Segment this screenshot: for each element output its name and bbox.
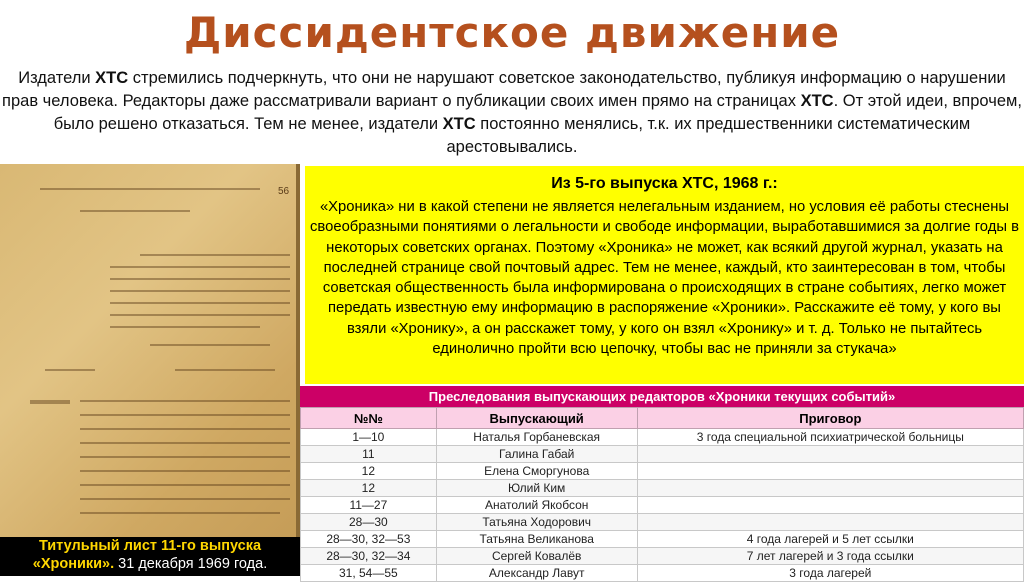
- cell-editor: Наталья Горбаневская: [436, 429, 637, 446]
- quote-text: «Хроника» ни в какой степени не является нелегальным изданием, но условия её работы стеснены своеобразными понятиями о легальности и свободе информации, выработавшимися за долгие годы в некоторых советских органах. Поэтому «Хроника» не может, как всякий другой журнал, указать на последней странице свой почтовый адрес. Тем не менее, каждый, кто заинтересован в том, чтобы советская общественность была информирована о происходящих в стране событиях, легко может передать известную ему информацию в распоряжение «Хроники». Расскажите её тому, у кого вы взяли «Хронику», а он расскажет тому, у кого он взял «Хронику» и т. д. Только не пытайтесь единолично пройти всю цепочку, чтобы вас не приняли за стукача»: [310, 199, 1019, 358]
- cell-issues: 1—10: [301, 429, 437, 446]
- cell-issues: 12: [301, 480, 437, 497]
- typed-line: [80, 400, 290, 402]
- typed-line: [40, 188, 260, 190]
- table-row: [301, 480, 1024, 497]
- typed-line: [110, 326, 260, 328]
- table-row: [301, 565, 1024, 582]
- cell-issues: 28—30: [301, 514, 437, 531]
- typed-line: [110, 302, 290, 304]
- caption-date: 31 декабря 1969 года.: [114, 556, 268, 572]
- cell-sentence: [637, 497, 1023, 514]
- table-row: [301, 514, 1024, 531]
- typed-line: [80, 470, 290, 472]
- table-title: Преследования выпускающих редакторов «Хроники текущих событий»: [300, 386, 1024, 407]
- typed-line: [110, 266, 290, 268]
- cell-editor: Галина Габай: [436, 446, 637, 463]
- typed-line: [80, 428, 290, 430]
- intro-abbr: ХТС: [800, 92, 834, 110]
- cell-editor: Анатолий Якобсон: [436, 497, 637, 514]
- intro-text: Издатели: [18, 69, 96, 87]
- intro-abbr: ХТС: [442, 115, 476, 133]
- column-header-editor: Выпускающий: [436, 408, 637, 429]
- document-scan-image: [0, 164, 300, 576]
- typed-line: [80, 498, 290, 500]
- table-row: [301, 497, 1024, 514]
- cell-sentence: [637, 480, 1023, 497]
- caption-bold: Титульный лист 11-го выпуска «Хроники».: [32, 538, 262, 572]
- table-row: [301, 463, 1024, 480]
- cell-sentence: 4 года лагерей и 5 лет ссылки: [637, 531, 1023, 548]
- slide-title: Диссидентское движение: [183, 8, 841, 57]
- cell-issues: 28—30, 32—34: [301, 548, 437, 565]
- column-header-sentence: Приговор: [637, 408, 1023, 429]
- typed-line: [80, 414, 290, 416]
- cell-editor: Александр Лавут: [436, 565, 637, 582]
- column-header-issues: №№: [301, 408, 437, 429]
- typed-line: [110, 314, 290, 316]
- cell-issues: 31, 54—55: [301, 565, 437, 582]
- intro-text: постоянно менялись, т.к. их предшественники систематическим арестовывались.: [446, 115, 971, 156]
- table-row: [301, 531, 1024, 548]
- cell-sentence: [637, 446, 1023, 463]
- typed-line: [80, 512, 280, 514]
- editors-table: [300, 407, 1024, 582]
- cell-sentence: 7 лет лагерей и 3 года ссылки: [637, 548, 1023, 565]
- cell-editor: Елена Сморгунова: [436, 463, 637, 480]
- intro-text: стремились подчеркнуть, что они не нарушают советское законодательство, публикуя информацию о нарушении прав человека. Редакторы даже рассматривали вариант о публикации своих имен прямо на страницах: [2, 69, 1006, 110]
- document-page-number: 56: [278, 186, 290, 197]
- table-row: [301, 446, 1024, 463]
- quote-heading: Из 5-го выпуска ХТС, 1968 г.:: [551, 175, 778, 192]
- cell-editor: Сергей Ковалёв: [436, 548, 637, 565]
- cell-editor: Татьяна Великанова: [436, 531, 637, 548]
- photo-caption: [0, 537, 300, 576]
- cell-sentence: 3 года лагерей: [637, 565, 1023, 582]
- cell-issues: 11: [301, 446, 437, 463]
- typed-line: [140, 254, 290, 256]
- table-header-row: [301, 408, 1024, 429]
- cell-sentence: [637, 463, 1023, 480]
- typed-line: [45, 369, 95, 371]
- typed-line: [80, 484, 290, 486]
- typed-line: [80, 442, 290, 444]
- intro-text: . От этой идеи, впрочем, было решено отказаться. Тем не менее, издатели: [53, 92, 1022, 133]
- table-row: [301, 429, 1024, 446]
- table-row: [301, 548, 1024, 565]
- intro-paragraph: [2, 67, 1022, 159]
- cell-issues: 28—30, 32—53: [301, 531, 437, 548]
- cell-sentence: 3 года специальной психиатрической больницы: [637, 429, 1023, 446]
- typed-line: [150, 344, 270, 346]
- typed-line: [80, 456, 290, 458]
- typed-line: [80, 210, 190, 212]
- typed-line: [110, 290, 290, 292]
- cell-editor: Татьяна Ходорович: [436, 514, 637, 531]
- quote-box: [305, 166, 1024, 384]
- cell-issues: 12: [301, 463, 437, 480]
- typed-line: [110, 278, 290, 280]
- cell-sentence: [637, 514, 1023, 531]
- typed-line: [30, 400, 70, 404]
- intro-abbr: ХТС: [95, 69, 129, 87]
- cell-editor: Юлий Ким: [436, 480, 637, 497]
- cell-issues: 11—27: [301, 497, 437, 514]
- typed-line: [175, 369, 275, 371]
